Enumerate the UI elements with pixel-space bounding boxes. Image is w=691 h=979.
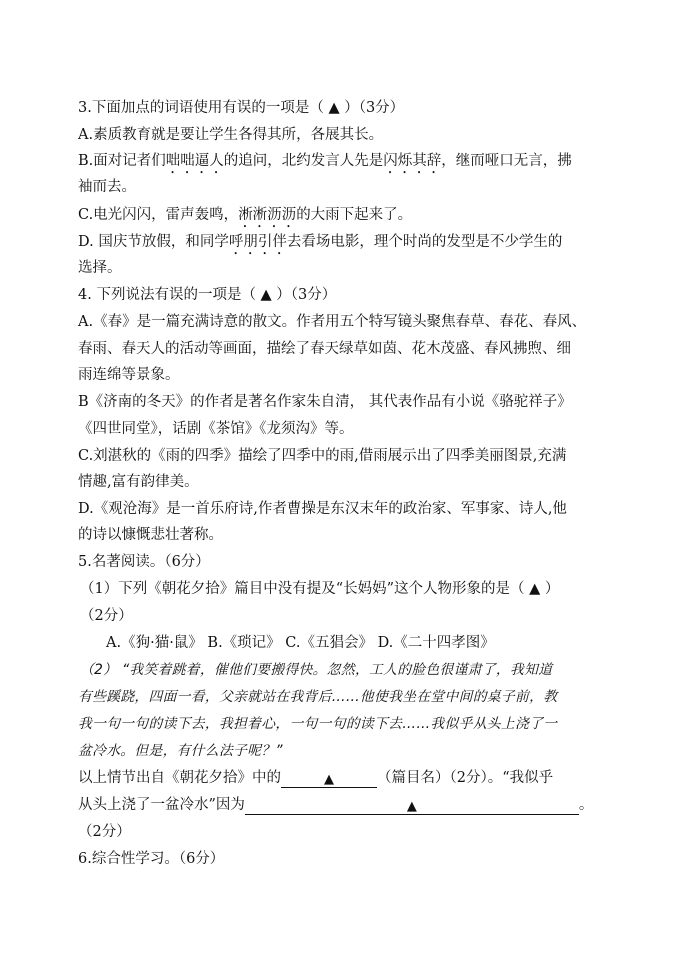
q3-d-dotted: 呼朋引伴 — [228, 234, 287, 250]
q4-option-b-line2: 《四世同堂》，话剧《茶馆》《龙须沟》等。 — [78, 421, 354, 437]
q5-part1-options: A.《狗·猫·鼠》 B.《琐记》 C.《五猖会》 D.《二十四孝图》 — [106, 635, 495, 651]
q3-c-pre: C.电光闪闪，雷声轰鸣， — [78, 207, 239, 223]
q3-c-post: 的大雨下起来了。 — [296, 207, 413, 223]
q4-option-a-line2: 春雨、春天人的活动等画面，描绘了春天绿草如茵、花木茂盛、春风拂煦、细 — [78, 341, 571, 357]
q5-answer2-pre: 从头上浇了一盆冷水”因为 — [78, 797, 245, 813]
q3-b-post: ，继而哑口无言，拂 — [441, 153, 572, 169]
q3-d-post: 去看场电影，理个时尚的发型是不少学生的 — [286, 234, 563, 250]
q3-option-b — [78, 151, 572, 177]
q3-stem: 3.下面加点的词语使用有误的一项是（ ▲ ）（3分） — [78, 100, 405, 116]
q3-option-b-cont: 袖而去。 — [78, 179, 136, 195]
q3-c-dotted: 淅淅沥沥 — [238, 207, 297, 223]
q6-stem: 6.综合性学习。（6分） — [78, 851, 225, 867]
q5-answer-line1 — [78, 768, 553, 788]
q5-answer-mid: （篇目名）（2分）。“我似乎 — [377, 770, 554, 786]
q3-d-pre: D. 国庆节放假，和同学 — [78, 234, 229, 250]
q3-b-dotted-2: 闪烁其辞 — [383, 153, 442, 169]
q4-option-c-line2: 情趣,富有韵律美。 — [78, 474, 199, 490]
q5-answer-score: （2分） — [78, 824, 131, 840]
q5-answer-blank-reason[interactable] — [245, 796, 579, 815]
q5-part2-quote-line3: 我一句一句的读下去，我担着心，一句一句的读下去……我似乎从头上浇了一 — [78, 716, 558, 732]
q5-stem: 5.名著阅读。（6分） — [78, 554, 210, 570]
q4-option-a-line1: A.《春》是一篇充满诗意的散文。作者用五个特写镜头聚焦春草、春花、春风、 — [78, 314, 587, 330]
q4-option-b-line1: B《济南的冬天》的作者是著名作家朱自清， 其代表作品有小说《骆驼祥子》 — [78, 394, 572, 410]
q5-answer-pre: 以上情节出自《朝花夕拾》中的 — [78, 770, 281, 786]
triangle-icon: ▲ — [406, 799, 417, 814]
triangle-icon: ▲ — [324, 772, 334, 787]
q5-answer2-end: 。 — [578, 797, 594, 813]
q3-option-c — [78, 205, 412, 231]
q3-option-d-cont: 选择。 — [78, 260, 122, 276]
q5-part2-quote-line2: 有些蹊跷，四面一看，父亲就站在我背后……他使我坐在堂中间的桌子前，教 — [78, 689, 558, 705]
q5-answer-line2 — [78, 795, 593, 815]
q5-part2-quote-line4: 盆冷水。但是，有什么法子呢？” — [78, 743, 283, 759]
q5-part1-line2: （2分） — [80, 608, 133, 624]
q3-b-mid: 的追问，北约发言人先是 — [223, 153, 384, 169]
q3-option-d — [78, 232, 562, 258]
q4-option-c-line1: C.刘湛秋的《雨的四季》描绘了四季中的雨,借雨展示出了四季美丽图景,充满 — [78, 448, 567, 464]
q4-option-d-line1: D.《观沧海》是一首乐府诗,作者曹操是东汉末年的政治家、军事家、诗人,他 — [78, 501, 567, 517]
q4-option-a-line3: 雨连绵等景象。 — [78, 367, 180, 383]
q4-option-d-line2: 的诗以慷慨悲壮著称。 — [78, 527, 223, 543]
q5-part2-quote-line1: （2） “我笑着跳着，催他们要搬得快。忽然，工人的脸色很谨肃了，我知道 — [80, 662, 553, 678]
q3-option-a: A.素质教育就是要让学生各得其所，各展其长。 — [78, 127, 384, 143]
q5-answer-blank-title[interactable] — [281, 769, 377, 788]
q3-b-dotted-1: 咄咄逼人 — [165, 153, 224, 169]
q4-stem: 4. 下列说法有误的一项是（ ▲ ）（3分） — [78, 287, 337, 303]
q5-part1-line1: （1）下列《朝花夕拾》篇目中没有提及“长妈妈”这个人物形象的是（ ▲ ） — [80, 581, 560, 597]
q3-b-pre: B.面对记者们 — [78, 153, 166, 169]
